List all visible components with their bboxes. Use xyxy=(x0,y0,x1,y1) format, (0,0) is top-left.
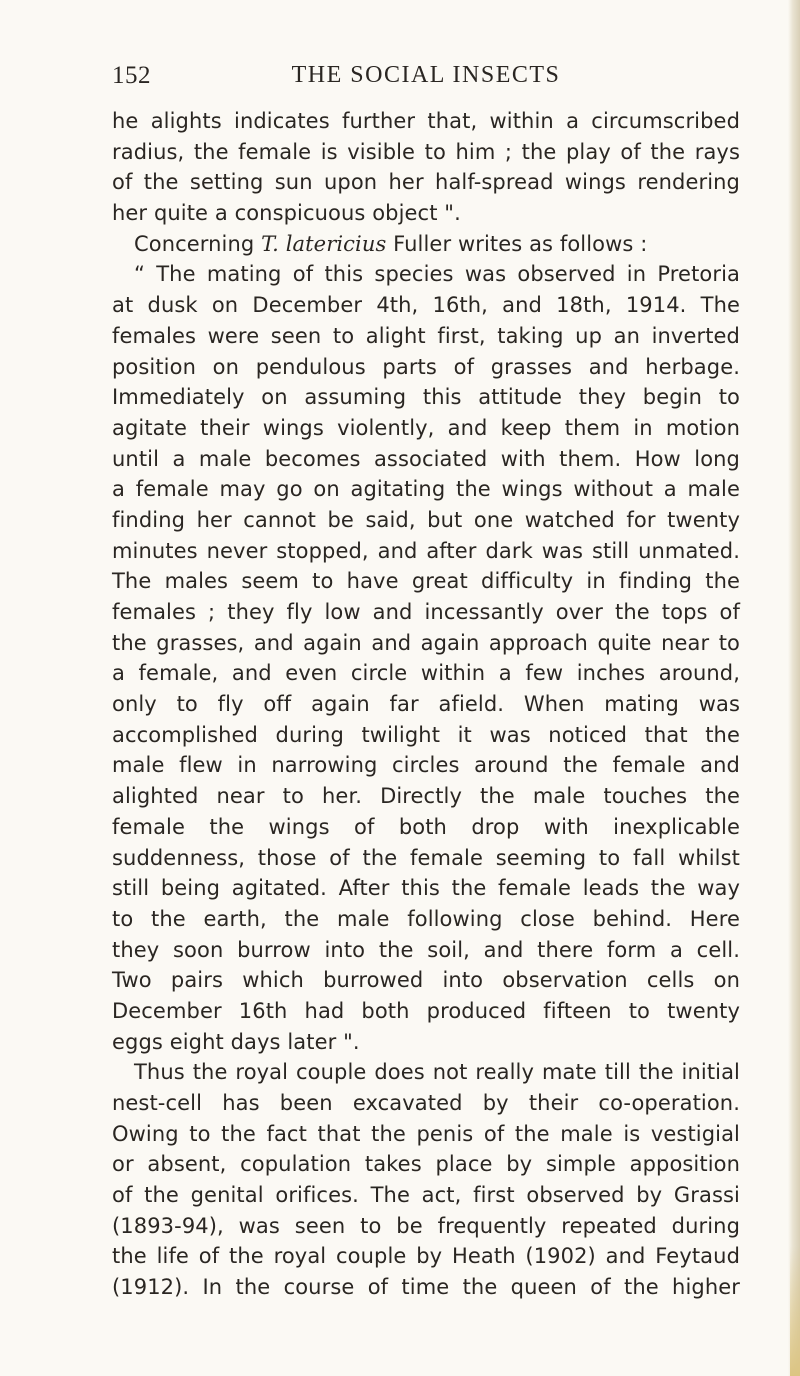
page-edge-stain xyxy=(790,1246,800,1376)
running-title: THE SOCIAL INSECTS xyxy=(291,62,561,88)
text-line: Two pairs which burrowed into observation cells on xyxy=(112,968,740,993)
text-line: (1893-94), was seen to be frequently repeated during xyxy=(112,1213,740,1238)
text-line: radius, the female is visible to him ; the play of the rays xyxy=(112,139,740,164)
text-line: of the genital orifices. The act, first observed by Grassi xyxy=(112,1183,740,1208)
text-line: to the earth, the male following close behind. Here xyxy=(112,906,740,931)
text-line: female the wings of both drop with inexplicable xyxy=(112,814,740,839)
text-line: minutes never stopped, and after dark was still unmated. xyxy=(112,538,740,563)
text-line: still being agitated. After this the female leads the way xyxy=(112,876,740,901)
text-line: a female, and even circle within a few inches around, xyxy=(112,661,740,686)
text-line: at dusk on December 4th, 16th, and 18th, 1914. The xyxy=(112,293,740,318)
text-line: a female may go on agitating the wings without a male xyxy=(112,477,740,502)
text-line: females ; they fly low and incessantly over the tops of xyxy=(112,600,740,624)
text-line: females were seen to alight first, taking up an inverted xyxy=(112,323,740,348)
running-head xyxy=(112,62,740,96)
text-line: Thus the royal couple does not really mate till the initial xyxy=(134,1060,740,1085)
text-line: Owing to the fact that the penis of the male is vestigial xyxy=(112,1121,740,1146)
text-line: accomplished during twilight it was noticed that the xyxy=(112,722,740,747)
text-line: “ The mating of this species was observed in Pretoria xyxy=(134,262,740,287)
species-name: T. latericius xyxy=(261,231,387,256)
body-text xyxy=(112,106,740,1303)
text-line: until a male becomes associated with them. How long xyxy=(112,446,740,471)
text-line: The males seem to have great difficulty in finding the xyxy=(112,569,740,594)
text-line: male flew in narrowing circles around the female and xyxy=(112,753,740,778)
text-line xyxy=(112,229,740,260)
text-line: of the setting sun upon her half-spread wings rendering xyxy=(112,170,740,195)
text-line: agitate their wings violently, and keep them in motion xyxy=(112,415,740,440)
page-number: 152 xyxy=(112,62,151,89)
text-run: Concerning xyxy=(134,231,262,256)
text-line: her quite a conspicuous object ". xyxy=(112,201,461,226)
text-run: Fuller writes as follows : xyxy=(386,231,648,256)
text-line: Immediately on assuming this attitude they begin to xyxy=(112,385,740,410)
page-edge-shadow xyxy=(788,0,800,1376)
text-line: only to fly off again far afield. When mating was xyxy=(112,692,740,717)
text-line: nest-cell has been excavated by their co-operation. xyxy=(112,1091,740,1115)
text-line: the life of the royal couple by Heath (1902) and Feytaud xyxy=(112,1244,740,1269)
text-line: he alights indicates further that, within a circumscribed xyxy=(112,109,740,133)
text-line: finding her cannot be said, but one watched for twenty xyxy=(112,507,740,532)
text-line: (1912). In the course of time the queen of the higher xyxy=(112,1275,740,1300)
text-line: position on pendulous parts of grasses and herbage. xyxy=(112,354,740,379)
text-line: alighted near to her. Directly the male touches the xyxy=(112,784,740,809)
text-line: suddenness, those of the female seeming to fall whilst xyxy=(112,845,740,870)
text-line: the grasses, and again and again approach quite near to xyxy=(112,630,740,655)
text-line: eggs eight days later ". xyxy=(112,1029,360,1054)
text-line: December 16th had both produced fifteen to twenty xyxy=(112,998,740,1023)
text-line: they soon burrow into the soil, and there form a cell. xyxy=(112,937,740,962)
text-line: or absent, copulation takes place by simple apposition xyxy=(112,1152,740,1177)
